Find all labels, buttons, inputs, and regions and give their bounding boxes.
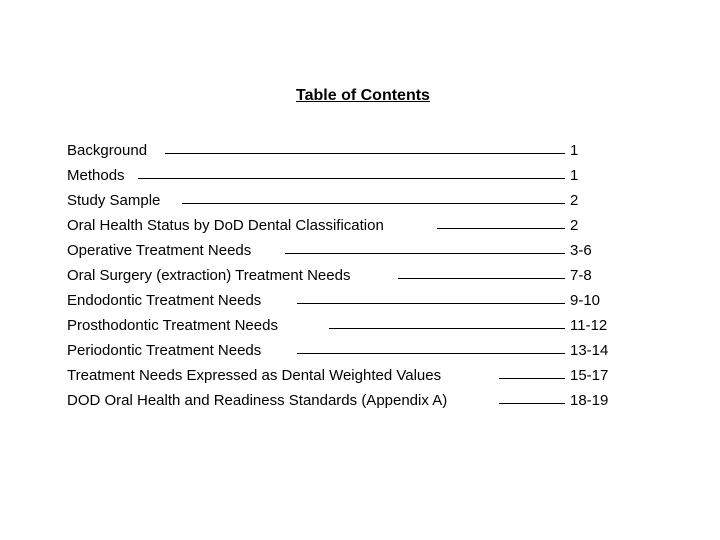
toc-entry-label: Methods bbox=[67, 163, 125, 188]
toc-entry-page: 1 bbox=[570, 142, 579, 159]
toc-entry-prosthodontic-treatment bbox=[67, 313, 627, 338]
toc-entry-label: DOD Oral Health and Readiness Standards (Appendix A) bbox=[67, 388, 447, 413]
toc-entry-page: 13-14 bbox=[570, 342, 609, 359]
toc-entry-endodontic-treatment bbox=[67, 288, 627, 313]
toc-entry-page: 11-12 bbox=[570, 317, 608, 334]
toc-entry-label: Prosthodontic Treatment Needs bbox=[67, 313, 278, 338]
toc-entry-page: 18-19 bbox=[570, 392, 609, 409]
toc-entry-page: 2 bbox=[570, 192, 579, 209]
toc-leader-line bbox=[398, 278, 565, 279]
toc-entry-label: Oral Surgery (extraction) Treatment Needs bbox=[67, 263, 350, 288]
toc-entry-label: Treatment Needs Expressed as Dental Weighted Values bbox=[67, 363, 441, 388]
table-of-contents bbox=[67, 138, 627, 413]
toc-leader-line bbox=[499, 378, 565, 379]
toc-entry-label: Oral Health Status by DoD Dental Classification bbox=[67, 213, 384, 238]
toc-leader-line bbox=[285, 253, 565, 254]
page-title: Table of Contents bbox=[296, 87, 430, 104]
toc-entry-oral-surgery-treatment bbox=[67, 263, 627, 288]
toc-leader-line bbox=[138, 178, 565, 179]
toc-entry-oral-health-status bbox=[67, 213, 627, 238]
toc-entry-page: 9-10 bbox=[570, 292, 601, 309]
toc-entry-label: Endodontic Treatment Needs bbox=[67, 288, 261, 313]
toc-leader-line bbox=[329, 328, 565, 329]
toc-leader-line bbox=[297, 353, 565, 354]
toc-leader-line bbox=[297, 303, 565, 304]
toc-leader-line bbox=[499, 403, 565, 404]
toc-leader-line bbox=[437, 228, 565, 229]
toc-entry-readiness-standards bbox=[67, 388, 627, 413]
toc-entry-study-sample bbox=[67, 188, 627, 213]
toc-entry-methods bbox=[67, 163, 627, 188]
toc-entry-page: 1 bbox=[570, 167, 579, 184]
toc-entry-page: 3-6 bbox=[570, 242, 592, 259]
toc-entry-periodontic-treatment bbox=[67, 338, 627, 363]
toc-entry-page: 7-8 bbox=[570, 267, 592, 284]
toc-entry-page: 15-17 bbox=[570, 367, 609, 384]
toc-entry-background bbox=[67, 138, 627, 163]
toc-entry-label: Periodontic Treatment Needs bbox=[67, 338, 261, 363]
toc-leader-line bbox=[165, 153, 565, 154]
toc-entry-operative-treatment bbox=[67, 238, 627, 263]
toc-entry-page: 2 bbox=[570, 217, 579, 234]
toc-entry-label: Study Sample bbox=[67, 188, 160, 213]
toc-entry-dental-weighted-values bbox=[67, 363, 627, 388]
toc-leader-line bbox=[182, 203, 565, 204]
toc-entry-label: Operative Treatment Needs bbox=[67, 238, 251, 263]
toc-entry-label: Background bbox=[67, 138, 147, 163]
